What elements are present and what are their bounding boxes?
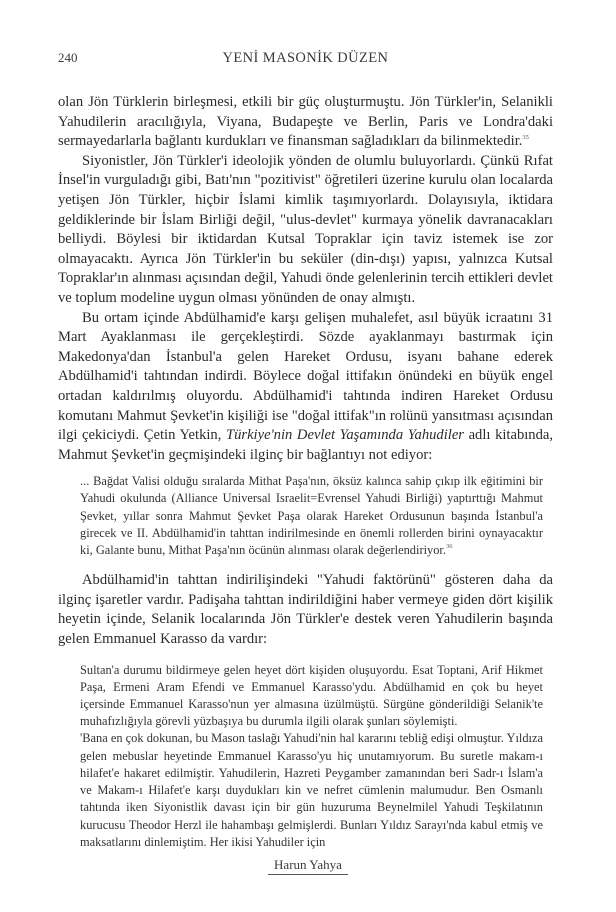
quote-text: ... Bağdat Valisi olduğu sıralarda Mithat Paşa'nın, öksüz kalınca sahip çıkıp ilk eğitimini bir Yahudi okulunda (Alliance Universal Israelit=Evrensel Yahudi Birliği) yaptırttığı Mahmut Şevket, yıllar sonra Mahmut Şevket Paşa olarak Hareket Ordusunun başında İstanbul'a girecek ve II. Abdülhamid'in tahttan indirilmesinde en önemli rollerden birini oynayacaktır ki, Galante bunu, Mithat Paşa'nın öcünün alınması olarak değerlendiriyor. (80, 474, 543, 558)
page-body (58, 93, 553, 851)
paragraph-text: Abdülhamid'in tahttan indirilişindeki "Yahudi faktörünü" gösteren daha da ilginç işaretler vardır. Padişaha tahttan indirildiğini haber vermeye giden dört kişilik heyetin içinde, Selanik localarında Jön Türkler'e destek veren Yahudilerin başında gelen Emmanuel Karasso da vardır: (58, 572, 553, 648)
footnote-ref: 35 (522, 134, 529, 142)
footnote-ref: 36 (445, 543, 453, 551)
paragraph-4 (58, 571, 553, 649)
block-quote-1 (80, 473, 543, 559)
quote-paragraph (80, 473, 543, 559)
quote-paragraph: Sultan'a durumu bildirmeye gelen heyet dört kişiden oluşuyordu. Esat Toptani, Arif Hikmet Paşa, Ermeni Aram Efendi ve Emmanuel Karasso'ydu. Abdülhamid en çok bu heyet içersinde Emmanuel Karasso'nun yer almasına üzülmüştü. Sürgüne gönderildiği Selanik'te muhafızlığıyla görevli yüzbaşıya bu durumla ilgili olarak şunları söylemişti. (80, 662, 543, 729)
quote-paragraph: 'Bana en çok dokunan, bu Mason taslağı Yahudi'nin hal kararını tebliğ edişi olmuştur. Yıldıza gelen mebuslar heyetinde Emmanuel Karasso'yu hiç unutamıyorum. Bu suretle makam-ı hilafet'e hakaret edilmiştir. Yahudilerin, Hazreti Peygamber zamanından beri Sadr-ı İslam'a ve Makam-ı Hilafet'e karşı duydukları kin ve nefret cümlenin malumudur. Ben Osmanlı tahtında iken Siyonistlik davası için bir gün huzuruma Beynelmilel Yahudi Teşkilatının kurucusu Theodor Herzl ile hahambaşı gelmişlerdi. Bunları Yıldız Sarayı'nda kabul etmiş ve maksatlarını dinlemiştim. Her ikisi Yahudiler için (80, 731, 543, 849)
block-quote-2 (80, 662, 543, 851)
paragraph-3 (58, 309, 553, 466)
paragraph-text: Siyonistler, Jön Türkler'i ideolojik yönden de olumlu buluyorlardı. Çünkü Rıfat İnsel'in vurguladığı gibi, Batı'nın "pozitivist" öğretileri üzerine kurulu olan localarda yetişen Jön Türkler, hiçbir İslami kimlik taşımıyorlardı. Dolayısıyla, iktidara geldiklerinde bir İslam Birliği değil, "ulus-devlet" kurmaya yönelik davranacakları belliydi. Böylesi bir iktidardan Kutsal Topraklar için taviz istemek ise zor olmayacaktı. Ayrıca Jön Türkler'in bu seküler (din-dışı) yapısı, yalnızca Kutsal Topraklar'ın alınması açısından değil, Yahudi önde gelenlerinin tercih ettikleri devlet ve toplum modeline uygun olması yönünden de onay almıştı. (58, 152, 553, 306)
paragraph-text: Bu ortam içinde Abdülhamid'e karşı gelişen muhalefet, asıl büyük icraatını 31 Mart Ayaklanması ile gerçekleştirdi. Sözde ayaklanmayı bastırmak için Makedonya'dan İstanbul'a gelen Hareket Ordusu, isyanı bahane ederek Abdülhamid'i tahtından indirdi. Böylece doğal ittifakın önündeki en büyük engel ortadan kaldırılmış oluyordu. Abdülhamid'i tahtında indiren Hareket Ordusu komutanı Mahmut Şevket'in kişiliği ise "doğal ittifak"ın rolünü yansıtması açısından ilgi çekiciydi. Çetin Yetkin, (58, 309, 553, 444)
paragraph-2 (58, 152, 553, 309)
footer-author: Harun Yahya (268, 857, 348, 875)
book-title: Türkiye'nin Devlet Yaşamında Yahudiler (225, 427, 464, 444)
page-footer (0, 856, 616, 875)
page-number: 240 (58, 50, 78, 65)
paragraph-text: adlı kitabında, Mahmut Şevket'in geçmişindeki ilginç bir bağlantıyı not ediyor: (58, 427, 554, 463)
page-header (58, 50, 553, 70)
running-title: YENİ MASONİK DÜZEN (222, 50, 389, 66)
paragraph-1 (58, 93, 553, 152)
paragraph-text: olan Jön Türklerin birleşmesi, etkili bir güç oluşturmuştu. Jön Türkler'in, Selanikli Yahudilerin aracılığıyla, Viyana, Budapeşte ve Berlin, Paris ve Londra'daki sermayedarlarla bağlantı kurdukları ve finansman sağladıkları da bilinmektedir. (58, 94, 553, 150)
